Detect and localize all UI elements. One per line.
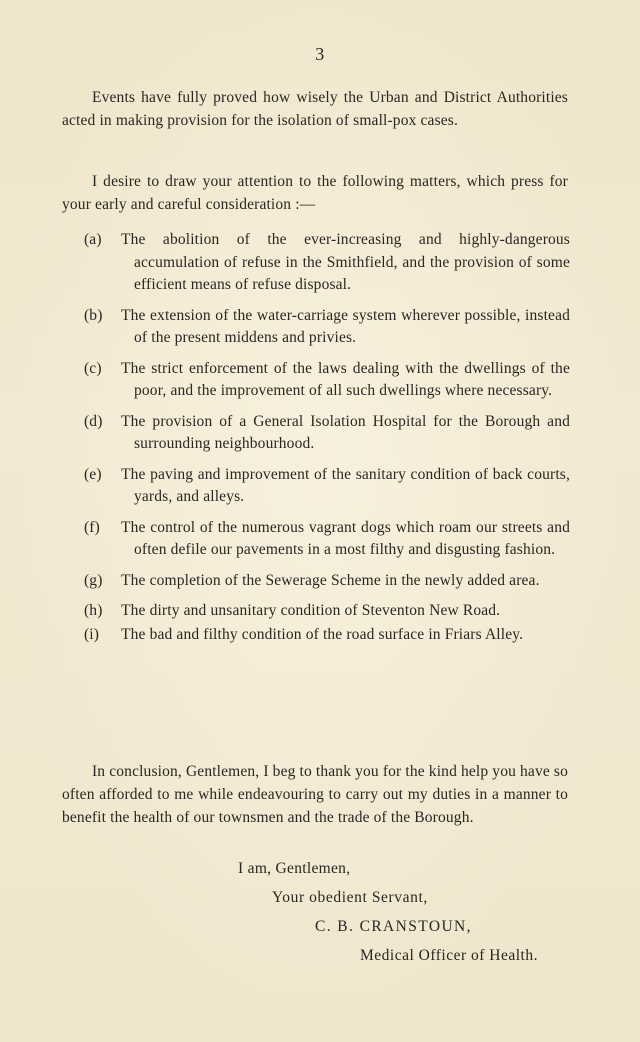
closing-greeting: I am, Gentlemen, xyxy=(238,860,351,877)
list-item xyxy=(84,464,570,509)
matters-list xyxy=(84,229,570,654)
list-item-text: The strict enforcement of the laws dealing with the dwellings of the poor, and the improvement of all such dwellings where necessary. xyxy=(121,359,570,399)
list-item-label: (f) xyxy=(84,518,100,536)
list-item-label: (b) xyxy=(84,306,103,324)
signatory-name: C. B. CRANSTOUN, xyxy=(315,918,472,935)
signatory-title: Medical Officer of Health. xyxy=(360,947,538,964)
list-item xyxy=(84,517,570,562)
list-item-label: (i) xyxy=(84,625,100,643)
list-item-label: (h) xyxy=(84,602,103,619)
list-item xyxy=(84,570,570,593)
list-item-label: (c) xyxy=(84,359,102,377)
paragraph-text: I desire to draw your attention to the following matters, which press for your early and careful consideration :— xyxy=(62,173,568,213)
list-item-label: (a) xyxy=(84,231,102,248)
page-number: 3 xyxy=(315,44,325,64)
list-item-label: (g) xyxy=(84,571,103,589)
paragraph-text: In conclusion, Gentlemen, I beg to thank you for the kind help you have so often afforded to me while endeavouring to carry out my duties in a manner to benefit the health of our townsmen and the trade of the Borough. xyxy=(62,763,568,826)
list-item xyxy=(84,411,570,456)
list-item-text: The abolition of the ever-increasing and highly-dangerous accumulation of refuse in the Smithfield, and the provision of some efficient means of refuse disposal. xyxy=(121,231,570,293)
paragraph-text: Events have fully proved how wisely the Urban and District Authorities acted in making provision for the isolation of small-pox cases. xyxy=(62,89,568,129)
list-item xyxy=(84,305,570,350)
closing-valediction: Your obedient Servant, xyxy=(272,889,428,906)
list-item-text: The extension of the water-carriage system wherever possible, instead of the present middens and privies. xyxy=(121,306,570,346)
list-item xyxy=(84,624,570,647)
list-item-text: The completion of the Sewerage Scheme in the newly added area. xyxy=(121,571,540,589)
intro-paragraph xyxy=(62,86,568,132)
list-item xyxy=(84,358,570,403)
list-item-text: The paving and improvement of the sanitary condition of back courts, yards, and alleys. xyxy=(121,465,570,505)
list-item xyxy=(84,600,570,623)
request-paragraph xyxy=(62,170,568,216)
list-item-text: The dirty and unsanitary condition of Steventon New Road. xyxy=(121,602,501,619)
list-item-label: (d) xyxy=(84,412,103,430)
list-item-text: The provision of a General Isolation Hospital for the Borough and surrounding neighbourhood. xyxy=(121,412,570,452)
list-item-label: (e) xyxy=(84,465,102,483)
list-item xyxy=(84,229,570,297)
list-item-text: The bad and filthy condition of the road surface in Friars Alley. xyxy=(121,625,524,643)
conclusion-paragraph xyxy=(62,760,568,829)
list-item-text: The control of the numerous vagrant dogs which roam our streets and often defile our pavements in a most filthy and disgusting fashion. xyxy=(121,518,570,558)
